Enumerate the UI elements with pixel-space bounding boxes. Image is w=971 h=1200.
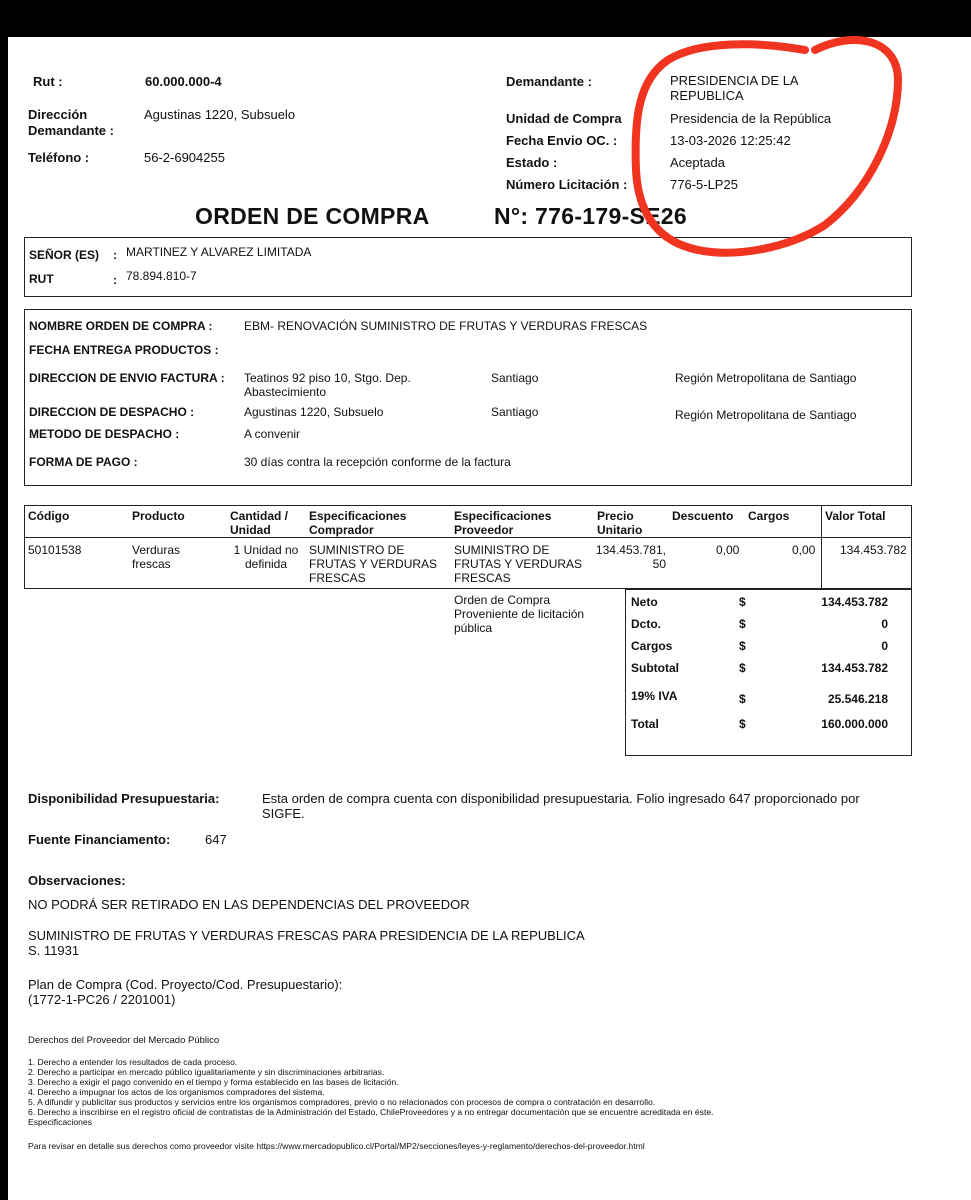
item-valor-total: 134.453.782 xyxy=(840,543,907,557)
col-producto: Producto xyxy=(132,509,185,523)
fecha-value: 13-03-2026 12:25:42 xyxy=(670,133,791,148)
item-producto: Verduras frescas xyxy=(132,543,181,571)
licitacion-value: 776-5-LP25 xyxy=(670,177,738,192)
totals-currency: $ xyxy=(739,595,746,609)
fuente-value: 647 xyxy=(205,832,227,847)
direccion-label-1: Dirección xyxy=(28,107,88,122)
demandante-value-1: PRESIDENCIA DE LA xyxy=(670,73,799,88)
observaciones-label: Observaciones: xyxy=(28,873,126,888)
item-esp-comprador: SUMINISTRO DE FRUTAS Y VERDURAS FRESCAS xyxy=(309,543,438,585)
envio-ciudad: Santiago xyxy=(491,371,539,385)
estado-label: Estado : xyxy=(506,155,558,170)
item-cantidad: 1 Unidad no definida xyxy=(233,543,299,571)
despacho-label: DIRECCION DE DESPACHO : xyxy=(29,405,195,419)
totals-currency: $ xyxy=(739,692,746,706)
totals-currency: $ xyxy=(739,661,746,675)
derecho-item: 1. Derecho a entender los resultados de cada proceso. xyxy=(28,1057,238,1067)
supplier-rut-value: 78.894.810-7 xyxy=(126,269,197,283)
presupuesto-label: Disponibilidad Presupuestaria: xyxy=(28,791,220,806)
derecho-item: 3. Derecho a exigir el pago convenido en el tiempo y forma establecido en las bases de licitación. xyxy=(28,1077,399,1087)
totals-label: Total xyxy=(631,717,659,731)
telefono-label: Teléfono : xyxy=(28,150,90,165)
licitacion-label: Número Licitación : xyxy=(506,177,628,192)
observaciones-line-1: NO PODRÁ SER RETIRADO EN LAS DEPENDENCIAS DEL PROVEEDOR xyxy=(28,897,470,912)
senor-label: SEÑOR (ES) xyxy=(29,248,100,262)
totals-value: 0 xyxy=(881,639,888,653)
presupuesto-value: Esta orden de compra cuenta con disponibilidad presupuestaria. Folio ingresado 647 proporcionado por SIGFE. xyxy=(262,791,860,821)
col-precio: Precio Unitario xyxy=(597,509,643,537)
document-title: ORDEN DE COMPRA xyxy=(195,203,430,229)
supplier-rut-label: RUT xyxy=(29,272,54,286)
totals-currency: $ xyxy=(739,617,746,631)
derecho-item: 2. Derecho a participar en mercado público igualitariamente y sin discriminaciones arbitrarias. xyxy=(28,1067,385,1077)
item-descuento: 0,00 xyxy=(716,543,740,557)
totals-value: 134.453.782 xyxy=(821,595,888,609)
fecha-entrega-label: FECHA ENTREGA PRODUCTOS : xyxy=(29,343,219,357)
observaciones-line-3a: Plan de Compra (Cod. Proyecto/Cod. Presupuestario): xyxy=(28,977,343,992)
red-annotation-circle xyxy=(620,20,920,270)
despacho-ciudad: Santiago xyxy=(491,405,539,419)
item-cargos: 0,00 xyxy=(792,543,816,557)
col-valor-total: Valor Total xyxy=(825,509,886,523)
telefono-value: 56-2-6904255 xyxy=(144,150,225,165)
pago-label: FORMA DE PAGO : xyxy=(29,455,138,469)
demandante-label: Demandante : xyxy=(506,74,592,89)
senor-colon: : xyxy=(113,248,117,262)
envio-label: DIRECCION DE ENVIO FACTURA : xyxy=(29,371,225,385)
item-codigo: 50101538 xyxy=(28,543,82,557)
demandante-value-2: REPUBLICA xyxy=(670,88,744,103)
rut-value: 60.000.000-4 xyxy=(145,74,222,89)
derechos-title: Derechos del Proveedor del Mercado Público xyxy=(28,1035,220,1046)
totals-value: 25.546.218 xyxy=(827,692,888,706)
item-precio: 134.453.781,50 xyxy=(595,543,666,571)
col-codigo: Código xyxy=(28,509,70,523)
fuente-label: Fuente Financiamento: xyxy=(28,832,171,847)
col-esp-proveedor: Especificaciones Proveedor xyxy=(454,509,552,537)
envio-region: Región Metropolitana de Santiago xyxy=(675,371,857,385)
licitacion-note: Orden de Compra Proveniente de licitación pública xyxy=(454,593,585,635)
observaciones-line-2a: SUMINISTRO DE FRUTAS Y VERDURAS FRESCAS PARA PRESIDENCIA DE LA REPUBLICA xyxy=(28,928,585,943)
envio-value-1: Teatinos 92 piso 10, Stgo. Dep. xyxy=(244,371,411,385)
metodo-value: A convenir xyxy=(244,427,301,441)
unidad-label: Unidad de Compra xyxy=(506,111,622,126)
totals-label: Cargos xyxy=(631,639,673,653)
item-esp-proveedor: SUMINISTRO DE FRUTAS Y VERDURAS FRESCAS xyxy=(454,543,583,585)
totals-label: Neto xyxy=(631,595,658,609)
col-esp-comprador: Especificaciones Comprador xyxy=(309,509,407,537)
derecho-item: 6. Derecho a inscribirse en el registro oficial de contratistas de la Administración del Estado, ChileProveedores y a no entregar documentación que se encuentre acreditada en éste. xyxy=(28,1107,714,1117)
rut-label: Rut : xyxy=(33,74,63,89)
unidad-value: Presidencia de la República xyxy=(670,111,832,126)
despacho-value: Agustinas 1220, Subsuelo xyxy=(244,405,384,419)
nombre-label: NOMBRE ORDEN DE COMPRA : xyxy=(29,319,213,333)
envio-value-2: Abastecimiento xyxy=(244,385,327,399)
observaciones-line-3b: (1772-1-PC26 / 2201001) xyxy=(28,992,176,1007)
supplier-rut-colon: : xyxy=(113,273,117,287)
fecha-label: Fecha Envio OC. : xyxy=(506,133,618,148)
order-details-box xyxy=(24,309,912,486)
totals-currency: $ xyxy=(739,639,746,653)
direccion-value: Agustinas 1220, Subsuelo xyxy=(144,107,296,122)
col-cantidad: Cantidad / Unidad xyxy=(230,509,289,537)
totals-label: Subtotal xyxy=(631,661,679,675)
derecho-item: Especificaciones xyxy=(28,1117,93,1127)
metodo-label: METODO DE DESPACHO : xyxy=(29,427,180,441)
annotation-stroke xyxy=(636,40,898,253)
totals-label: 19% IVA xyxy=(631,689,678,703)
col-descuento: Descuento xyxy=(672,509,734,523)
totals-currency: $ xyxy=(739,717,746,731)
items-header-divider xyxy=(24,537,912,538)
derechos-list xyxy=(28,1057,714,1127)
despacho-region: Región Metropolitana de Santiago xyxy=(675,408,857,422)
estado-value: Aceptada xyxy=(670,155,725,170)
totals-value: 134.453.782 xyxy=(821,661,888,675)
direccion-label-2: Demandante : xyxy=(28,123,114,138)
totals-value: 160.000.000 xyxy=(821,717,888,731)
order-number: N°: 776-179-SE26 xyxy=(494,203,687,229)
totals-label: Dcto. xyxy=(631,617,661,631)
supplier-name: MARTINEZ Y ALVAREZ LIMITADA xyxy=(126,245,312,259)
derecho-item: 4. Derecho a impugnar los actos de los organismos compradores del sistema. xyxy=(28,1087,325,1097)
pago-value: 30 días contra la recepción conforme de la factura xyxy=(244,455,511,469)
derecho-item: 5. A difundir y publicitar sus productos y servicios entre los organismos compradores, previo o no relacionados con procesos de compra o contratación en desarrollo. xyxy=(28,1097,656,1107)
derechos-footer: Para revisar en detalle sus derechos como proveedor visite https://www.mercadopublico.cl/Portal/MP2/secciones/leyes-y-reglamento/derechos-del-proveedor.html xyxy=(28,1141,645,1151)
observaciones-line-2b: S. 11931 xyxy=(28,943,80,958)
col-cargos: Cargos xyxy=(748,509,790,523)
items-total-divider xyxy=(821,505,822,589)
nombre-value: EBM- RENOVACIÓN SUMINISTRO DE FRUTAS Y VERDURAS FRESCAS xyxy=(244,319,648,333)
totals-value: 0 xyxy=(881,617,888,631)
